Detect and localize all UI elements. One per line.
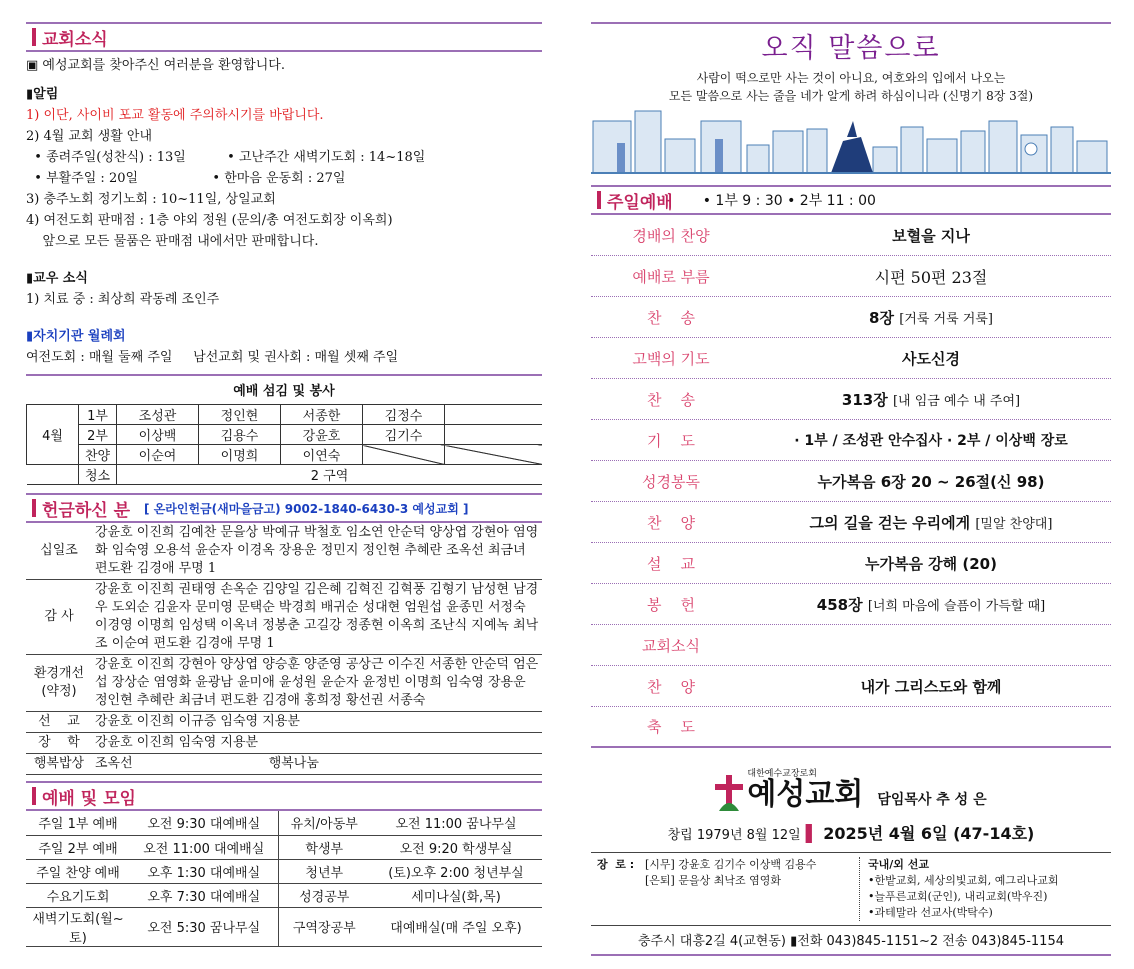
offering-header: [26, 493, 542, 523]
meeting-name: 주일 1부 예배: [26, 811, 130, 835]
offering-label: 환경개선 (약정): [26, 655, 92, 712]
meeting-name: 주일 찬양 예배: [26, 859, 130, 883]
member-news: 1) 치료 중 : 최상희 곽동례 조인주: [26, 292, 220, 307]
order-value: 8장: [869, 308, 894, 327]
meeting-name: 유치/아동부: [278, 811, 370, 835]
meeting-table: [26, 811, 542, 947]
order-row: [591, 338, 1111, 379]
offering-label: 십일조: [26, 523, 92, 580]
news-title: 교회소식: [42, 29, 108, 50]
offering-names: 조옥선: [95, 756, 133, 771]
order-row: [591, 379, 1111, 420]
offering-extra: 행복나눔: [268, 756, 319, 771]
serve-empty: [445, 425, 543, 445]
order-value: 보혈을 지나: [892, 226, 970, 245]
order-value: · 1부 / 조성관 안수집사 · 2부 / 이상백 장로: [794, 433, 1068, 449]
notice-item: 2) 4월 교회 생활 안내: [26, 129, 153, 144]
order-key: 기 도: [646, 431, 696, 450]
mission-label: 국내/외 선교: [868, 858, 929, 871]
elders-active: [시무] 강윤호 김기수 이상백 김용수: [645, 858, 817, 871]
meeting-name: 수요기도회: [26, 883, 130, 907]
meeting-name: 청년부: [278, 859, 370, 883]
meeting-header: [26, 781, 542, 811]
bulletin-date: 2025년 4월 6일 (47-14호): [823, 824, 1035, 843]
offering-names: 강윤호 이진희 권태영 손옥순 김양일 김은혜 김혁진 김혁풍 김형기 남성현 남경우 도외순 김윤자 문미영 문택순 박경희 배귀순 성대현 엄원섭 윤종민 서정숙 이경영 이명희 임성택 이옥녀 정봉춘 고길강 정종현 이옥희 조난식 지예녹 최낙조 이순여 편도환 김경애 무명 1: [92, 580, 542, 655]
notice-title: ▮알림: [26, 87, 59, 102]
offering-title: 헌금하신 분: [42, 500, 131, 521]
notice-item: 1) 이단, 사이비 포교 활동에 주의하시기를 바랍니다.: [26, 108, 324, 123]
order-value: 누가복음 강해 (20): [865, 554, 997, 573]
order-key: 찬 송: [646, 390, 696, 409]
order-key: 예배로 부름: [632, 267, 710, 286]
order-value: 458장: [816, 595, 863, 614]
notice-item: 앞으로 모든 물품은 판매점 내에서만 판매합니다.: [26, 234, 319, 249]
serve-label: 1부: [79, 405, 117, 425]
assoc-title: ▮자치기관 월례회: [26, 329, 126, 344]
worship-order: [591, 215, 1111, 748]
offering-label: 감 사: [26, 580, 92, 655]
notice-item: 3) 충주노회 정기노회 : 10~11일, 상일교회: [26, 192, 276, 207]
offering-row: [26, 733, 542, 754]
serve-name: 강윤호: [281, 425, 363, 445]
offering-label: 장 학: [26, 733, 92, 754]
order-row: [591, 707, 1111, 748]
order-row: [591, 256, 1111, 297]
order-row: [591, 420, 1111, 461]
notice-item: • 종려주일(성찬식) : 13일 • 고난주간 새벽기도회 : 14~18일: [26, 150, 426, 165]
meeting-time: 오후 1:30 대예배실: [130, 859, 278, 883]
order-row: [591, 666, 1111, 707]
offering-names: 강윤호 이진희 이규증 임숙영 지용분: [92, 712, 542, 733]
order-value: 내가 그리스도와 함께: [860, 677, 1002, 696]
meeting-time: 오전 5:30 꿈나무실: [130, 907, 278, 946]
verse-line: 모든 말씀으로 사는 줄을 네가 알게 하려 하심이니라 (신명기 8장 3절): [668, 89, 1034, 103]
order-key: 찬 양: [646, 513, 696, 532]
serve-title: 예배 섬김 및 봉사: [233, 384, 335, 399]
church-address: 충주시 대흥2길 4(교현동) ▮전화 043)845-1151~2 전송 043)845-1154: [591, 930, 1111, 956]
elders-retired: [은퇴] 문을상 최낙조 염영화: [645, 874, 781, 887]
order-value: 사도신경: [902, 349, 960, 368]
order-value: 그의 길을 걷는 우리에게: [809, 513, 971, 532]
serve-name: 이명희: [199, 445, 281, 465]
serve-name: 정인현: [199, 405, 281, 425]
order-sub: [거룩 거룩 거룩]: [899, 311, 993, 327]
mission-item: •늘푸른교회(군인), 내리교회(박우진): [868, 890, 1048, 903]
serve-name: 이순여: [117, 445, 199, 465]
order-key: 봉 헌: [646, 595, 696, 614]
offering-account: [ 온라인헌금(새마을금고) 9002-1840-6430-3 예성교회 ]: [144, 501, 469, 516]
serve-name: 김정수: [363, 405, 445, 425]
offering-table: [26, 523, 542, 775]
order-key: 교회소식: [642, 636, 700, 655]
left-column: [26, 22, 542, 947]
worship-title: 주일예배: [607, 192, 673, 213]
serve-name: 이상백: [117, 425, 199, 445]
meeting-time: 오전 9:30 대예배실: [130, 811, 278, 835]
meeting-name: 학생부: [278, 835, 370, 859]
offering-row: [26, 712, 542, 733]
clean-value: 2 구역: [117, 465, 543, 485]
offering-label: 행복밥상: [26, 754, 92, 775]
right-column: 오직 말씀으로 사람이 떡으로만 사는 것이 아니요, 여호와의 입에서 나오는 모든 말씀으로 사는 줄을 네가 알게 하려 하심이니라 (신명기 8장 3절) 주일예배 • 1부 9 : 30 • 2부 11 : 00 경배의 찬양 보혈을 지나 예배로 부름 시편 50편 23절 찬 송 8장 [거룩 거룩 거룩] 고백의 기도 사도신경 찬 송 313장 [내 임금 예수 내 주여] 기 도 · 1부 / 조성관 안수집사 · 2부 / 이상백 장로 성경봉독 누가복음 6장 20 ~ 26절(신 98) 찬 양 그의 길을 걷는 우리에게 [밀알 찬양대] 설 교 누가복음 강해 (20) 봉 헌 458장 [너희 마음에 슬픔이 가득할 때] 교회소식 찬 양 내가 그리스도와 함께 축 도 대한예수교장로회 예성교회 담임목사 추 성 은 창립 1979년 8월 12일 ▌ 2025년 4월 6일 (47-14호) 장 로 : [시무] 강윤호 김기수 이상백 김용수 [은퇴] 문을상 최낙조 염영화 국내/외 선교 •한밭교회, 세상의빛교회, 예그리나교회 •늘푸른교회(군인), 내리교회(박우진) •과테말라 선교사(박탁수) 충주시 대흥2길 4(교현동) ▮전화 043)845-1151~2 전송 043)845-1154: [591, 22, 1111, 956]
serve-diag: [363, 445, 445, 465]
serve-label: 2부: [79, 425, 117, 445]
cross-logo-icon: [715, 775, 743, 811]
serve-name: 이연숙: [281, 445, 363, 465]
welcome-text: ▣ 예성교회를 찾아주신 여러분을 환영합니다.: [26, 58, 285, 73]
order-key: 설 교: [646, 554, 696, 573]
serve-empty: [445, 405, 543, 425]
meeting-time: 대예배실(매 주일 오후): [370, 907, 542, 946]
meeting-time: (토)오후 2:00 청년부실: [370, 859, 542, 883]
mission-item: •과테말라 선교사(박탁수): [868, 906, 993, 919]
verse-line: 사람이 떡으로만 사는 것이 아니요, 여호와의 입에서 나오는: [696, 71, 1006, 85]
church-name: 예성교회: [747, 777, 864, 812]
meeting-time: 오후 7:30 대예배실: [130, 883, 278, 907]
assoc-text: 여전도회 : 매월 둘째 주일 남선교회 및 권사회 : 매월 셋째 주일: [26, 350, 399, 365]
meeting-name: 주일 2부 예배: [26, 835, 130, 859]
mission-item: •한밭교회, 세상의빛교회, 예그리나교회: [868, 874, 1059, 887]
staff-box: [591, 852, 1111, 926]
order-key: 경배의 찬양: [632, 226, 710, 245]
meeting-time: 오전 11:00 대예배실: [130, 835, 278, 859]
founded-date: 창립 1979년 8월 12일: [667, 828, 801, 843]
serve-name: 서종한: [281, 405, 363, 425]
offering-row: [26, 754, 542, 775]
meeting-name: 성경공부: [278, 883, 370, 907]
clean-label: 청소: [79, 465, 117, 485]
serve-table: [26, 404, 542, 485]
order-key: 성경봉독: [642, 472, 700, 491]
serve-name: 조성관: [117, 405, 199, 425]
serve-label: 찬양: [79, 445, 117, 465]
meeting-title: 예배 및 모임: [42, 788, 136, 809]
offering-names: 강윤호 이진희 임숙영 지용분: [92, 733, 542, 754]
order-value: 누가복음 6장 20 ~ 26절(신 98): [817, 472, 1045, 491]
order-key: 고백의 기도: [632, 349, 710, 368]
order-row: [591, 543, 1111, 584]
notice-item: • 부활주일 : 20일 • 한마음 운동회 : 27일: [26, 171, 346, 186]
serve-name: 김기수: [363, 425, 445, 445]
order-row: [591, 297, 1111, 338]
pastor: 담임목사 추 성 은: [877, 792, 987, 808]
news-header: [26, 22, 542, 52]
meeting-time: 세미나실(화,목): [370, 883, 542, 907]
elders-label: 장 로 :: [597, 858, 635, 871]
serve-name: 김용수: [199, 425, 281, 445]
worship-header: [591, 185, 1111, 215]
serve-diag: [445, 445, 543, 465]
notice-item: 4) 여전도회 판매점 : 1층 야외 정원 (문의/총 여전도회장 이옥희): [26, 213, 393, 228]
order-sub: [밀알 찬양대]: [975, 516, 1053, 532]
order-value: 시편 50편 23절: [874, 267, 988, 287]
offering-names: 강윤호 이진희 강현아 양상엽 양승훈 양준영 공상근 이수진 서종한 안순덕 엄은섭 장상순 염영화 윤광남 윤미애 윤성원 윤순자 윤정빈 이명희 임숙영 장용운 정인현 추혜란 최금녀 편도환 김경애 홍희정 황선권 서종숙: [92, 655, 542, 712]
offering-row: [26, 523, 542, 580]
denomination: 대한예수교장로회: [747, 769, 817, 779]
order-row: [591, 625, 1111, 666]
offering-label: 선 교: [26, 712, 92, 733]
order-sub: [내 임금 예수 내 주여]: [892, 393, 1021, 409]
offering-names: 강윤호 이진희 김예찬 문을상 박예규 박철호 임소연 안순덕 양상엽 강현아 염영화 임숙영 오용석 윤순자 이경옥 장용운 정민지 정인현 추혜란 조옥선 최금녀 편도환 김경애 무명 1: [92, 523, 542, 580]
order-value: 313장: [841, 390, 888, 409]
order-key: 축 도: [646, 718, 696, 736]
offering-row: [26, 580, 542, 655]
order-sub: [너희 마음에 슬픔이 가득할 때]: [867, 598, 1046, 614]
order-key: 찬 양: [646, 677, 696, 696]
meeting-name: 구역장공부: [278, 907, 370, 946]
meeting-name: 새벽기도회(월~토): [26, 907, 130, 946]
order-row: [591, 502, 1111, 543]
order-key: 찬 송: [646, 308, 696, 327]
order-row: [591, 215, 1111, 256]
worship-times: • 1부 9 : 30 • 2부 11 : 00: [702, 193, 876, 209]
offering-row: [26, 655, 542, 712]
meeting-time: 오전 11:00 꿈나무실: [370, 811, 542, 835]
order-row: [591, 461, 1111, 502]
order-row: [591, 584, 1111, 625]
page-title: 오직 말씀으로: [761, 33, 941, 64]
serve-month: 4월: [27, 405, 79, 465]
member-title: ▮교우 소식: [26, 271, 88, 286]
church-logo-block: [591, 766, 1111, 811]
meeting-time: 오전 9:20 학생부실: [370, 835, 542, 859]
